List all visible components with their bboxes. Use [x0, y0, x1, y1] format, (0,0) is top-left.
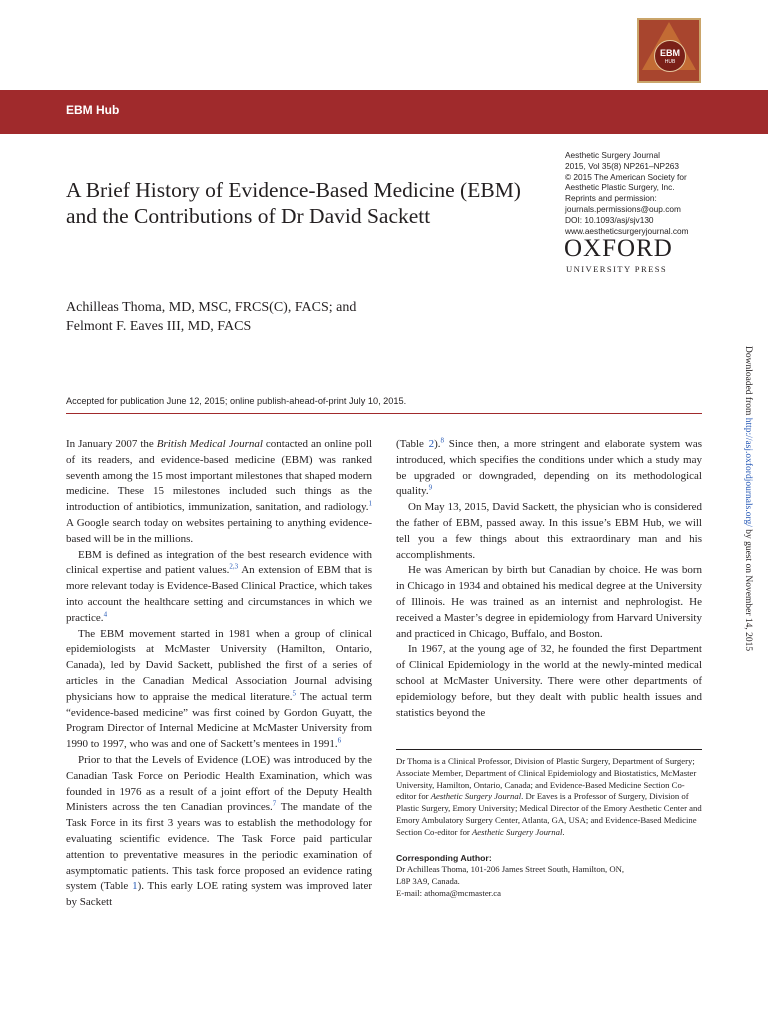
journal-meta-line: © 2015 The American Society for — [565, 171, 687, 182]
table-reference[interactable]: 1 — [132, 880, 138, 893]
paragraph: In 1967, at the young age of 32, he founded the first Department of Clinical Epidemiology in the world at the newly-minted medical school at McMaster University. There were other departments of epidemiology before, but they dealt with public health issues and statistics beyond the — [396, 643, 702, 719]
citation[interactable]: 4 — [103, 610, 108, 619]
citation[interactable]: 5 — [292, 689, 297, 698]
paragraph: EBM is defined as integration of the best research evidence with clinical expertise and patient values.$^{2,3}$ An extension of EBM that is more relevant today is Evidence-Based Clinical Practice, which takes into account the healthcare setting and circumstances in which we practice.$^4$ — [66, 548, 373, 624]
corresponding-author-line: Dr Achilleas Thoma, 101-206 James Street South, Hamilton, ON, — [396, 864, 625, 875]
journal-meta-line: Reprints and permission: — [565, 193, 657, 204]
journal-meta-line: Aesthetic Surgery Journal — [565, 150, 661, 160]
corresponding-author-line: L8P 3A9, Canada. — [396, 876, 460, 887]
paragraph: (Table 2).$^8$ Since then, a more stringent and elaborate system was introduced, which specifies the conditions under which a study may be upgraded or downgraded, depending on its methodological quality.$^9$ — [396, 436, 702, 498]
author-list — [66, 298, 356, 336]
ebm-hub-logo — [637, 18, 701, 83]
citation[interactable]: 2,3 — [229, 562, 239, 571]
paragraph: He was American by birth but Canadian by choice. He was born in Chicago in 1934 and obtained his medical degree at the University of Illinois. He was trained as an internist and nephrologist. He received a Master’s degree in epidemiology from Harvard University and practiced in Chicago, Buffalo, and Boston. — [396, 564, 702, 640]
journal-meta-line: Aesthetic Plastic Surgery, Inc. — [565, 182, 675, 193]
corresponding-author-email[interactable]: E-mail: athoma@mcmaster.ca — [396, 887, 501, 898]
citation[interactable]: 6 — [337, 736, 342, 745]
body-column-right — [396, 437, 702, 721]
publication-dates: Accepted for publication June 12, 2015; online publish-ahead-of-print July 10, 2015. — [66, 396, 407, 406]
citation[interactable]: 7 — [272, 799, 277, 808]
paragraph: On May 13, 2015, David Sackett, the physician who is considered the father of EBM, passed away. In this issue’s EBM Hub, we will tell you a few things about this extraordinary man and his accomplishments. — [396, 501, 702, 561]
citation[interactable]: 1 — [368, 499, 372, 508]
journal-website[interactable]: www.aestheticsurgeryjournal.com — [565, 225, 689, 236]
header-divider — [66, 413, 702, 414]
paragraph: In January 2007 the British Medical Journal contacted an online poll of its readers, and evidence-based medicine (EBM) was ranked seventh among the 15 most important milestones that shaped modern medicine. These 15 milestones included such things as the introduction of antibiotics, immunization, sanitation, and radiology.$^1$ A Google search today on websites pertaining to anything evidence-based will be in the millions. — [66, 438, 372, 545]
journal-meta-line: 2015, Vol 35(8) NP261–NP263 — [565, 160, 679, 171]
paragraph: Prior to that the Levels of Evidence (LOE) was introduced by the Canadian Task Force on Periodic Health Examination, which was founded in 1976 as a result of a joint effort of the Deputy Health Ministers across the ten Canadian provinces.$^7$ The mandate of the Task Force in its first 3 years was to establish the methodology for evaluating scientific evidence. The Task Force paid particular attention to preventative measures in the periodic examination of asymptomatic patients. This task force proposed an evidence rating system (Table 1). This early LOE rating system was improved later by Sackett — [66, 753, 372, 909]
journal-link[interactable]: http://asj.oxfordjournals.org/ — [743, 417, 753, 527]
journal-meta — [565, 150, 725, 236]
download-watermark: Downloaded from http://asj.oxfordjournals.org/ by guest on November 14, 2015 — [743, 346, 753, 652]
citation[interactable]: 8 — [440, 436, 445, 445]
corresponding-author-label: Corresponding Author: — [396, 852, 492, 863]
citation[interactable]: 9 — [428, 483, 433, 492]
author-line: Felmont F. Eaves III, MD, FACS — [66, 319, 252, 334]
table-reference[interactable]: 2 — [428, 438, 435, 450]
doi[interactable]: DOI: 10.1093/asj/sjv130 — [565, 214, 654, 225]
publisher-logo: OXFORD — [564, 235, 673, 262]
author-affiliations — [396, 756, 702, 900]
logo-circle: EBM HUB — [654, 40, 686, 72]
permissions-email[interactable]: journals.permissions@oup.com — [565, 203, 681, 214]
publisher-subtitle: UNIVERSITY PRESS — [566, 264, 668, 274]
section-label: EBM Hub — [66, 103, 120, 117]
author-line: Achilleas Thoma, MD, MSC, FRCS(C), FACS; and — [66, 300, 357, 315]
body-column-left — [66, 437, 372, 911]
article-title: A Brief History of Evidence-Based Medicine (EBM) and the Contributions of Dr David Sackett — [66, 178, 521, 228]
section-banner — [0, 90, 768, 134]
paragraph: The EBM movement started in 1981 when a group of clinical epidemiologists at McMaster University (Hamilton, Ontario, Canada), led by David Sackett, published the first of a series of articles in the Canadian Medical Association Journal advising physicians how to appraise the medical literature.$^5$ The actual term “evidence-based medicine” was first coined by Gordon Guyatt, the Program Director of Internal Medicine at McMaster University from 1990 to 1997, who was and one of Sackett’s mentees in 1991.$^6$ — [66, 627, 372, 751]
footnote-divider — [396, 749, 702, 750]
affiliation-text: Dr Thoma is a Clinical Professor, Division of Plastic Surgery, Department of Surgery; Associate Member, Department of Clinical Epidemiology and Biostatistics, McMaster University, Hamilton, Ontario, Canada; and Evidence-Based Medicine Section Co-editor for Aesthetic Surgery Journal. Dr Eaves is a Professor of Surgery, Division of Plastic Surgery, Emory University; Medical Director of the Emory Aesthetic Center and Emory Ambulatory Surgery Center, Atlanta, GA, USA; and Evidence-Based Medicine Section Co-editor for Aesthetic Surgery Journal. — [396, 756, 702, 837]
